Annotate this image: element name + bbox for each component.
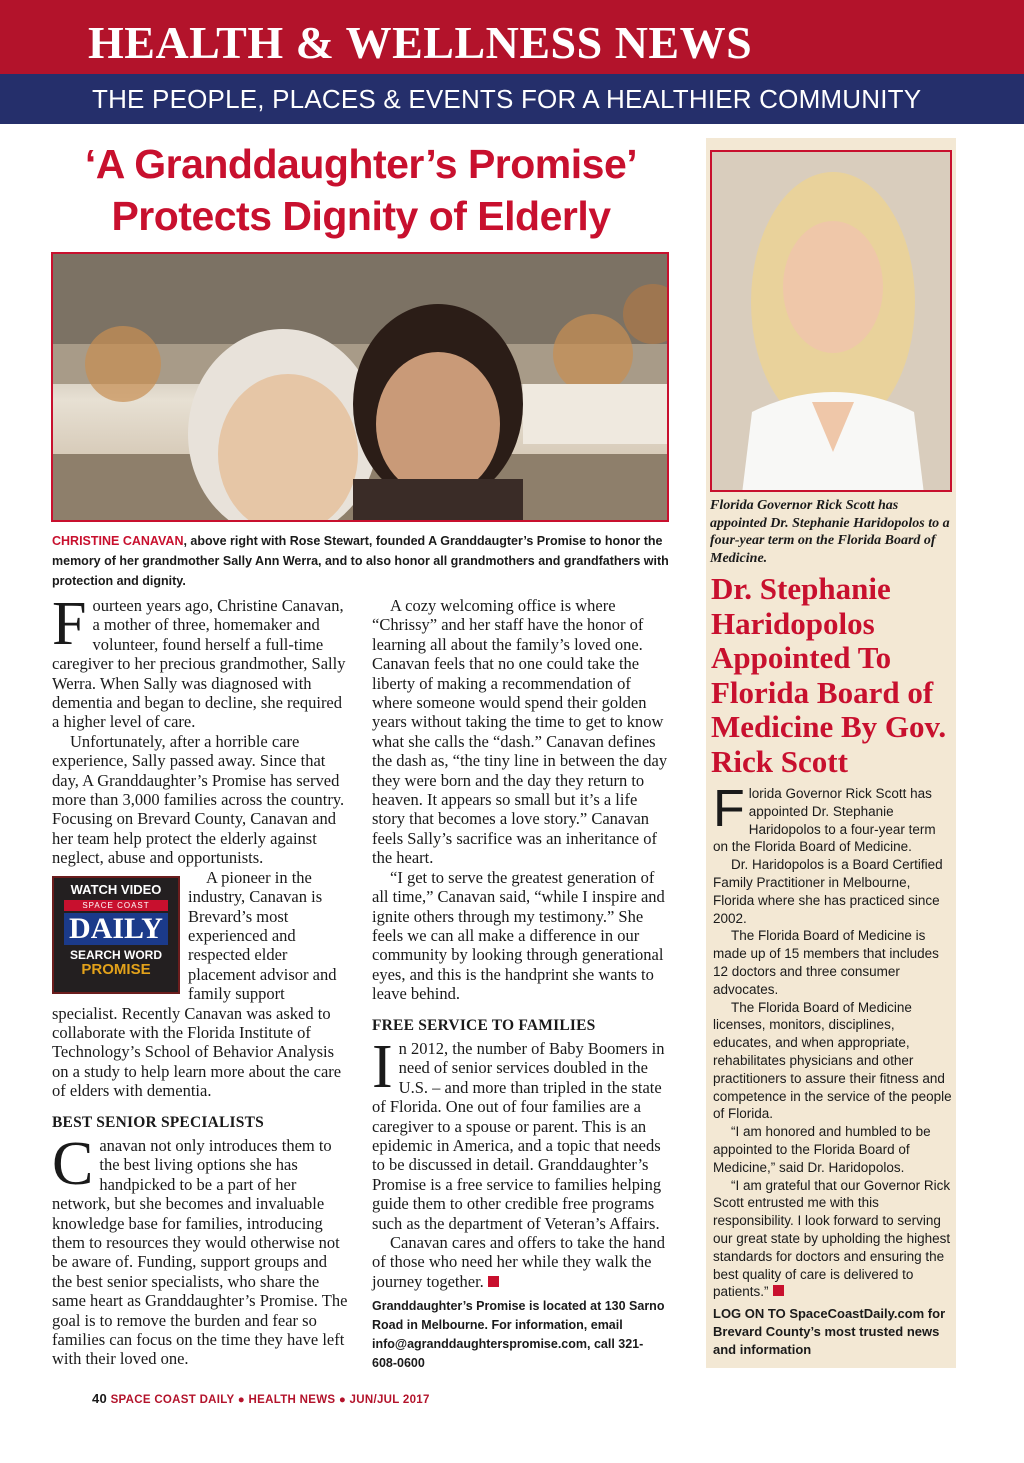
col2-paragraph-3: In 2012, the number of Baby Boomers in need of senior services doubled in the U.S. – and more than tripled in the state of Florida. One out of four families are a caregiver to a spouse or parent. This is an epidemic in America, and a topic that needs to be discussed in detail. Granddaughter’s Promise is a free service to families helping guide them to other credible free programs such as the department of Veteran’s Affairs. — [372, 1032, 665, 1233]
end-mark-icon — [488, 1276, 499, 1287]
headline-line-1: ‘A Granddaughter’s Promise’ — [84, 141, 638, 187]
sidebar — [706, 138, 956, 1368]
portrait-illustration — [712, 152, 952, 492]
col1-paragraph-4: Canavan not only introduces them to the best living options she has handpicked to be a part of her network, but she becomes and invaluable knowledge base for families, introducing them to resources they would otherwise not be aware of. Funding, support groups and the best senior specialists, who share the same heart as Granddaughter’s Promise. The goal is to remove the burden and fear so families can focus on the time they have left with their loved one. — [52, 1129, 348, 1369]
sidebar-paragraph-3: The Florida Board of Medicine is made up of 15 members that includes 12 doctors and three consumer advocates. — [713, 928, 939, 997]
col2-paragraph-2: “I get to serve the greatest generation of all time,” Canavan said, “while I inspire and ignite others through my testimony.” She feels we can all make a difference in our community by looking through generational eyes, and this is the handprint she wants to leave behind. — [372, 867, 665, 1004]
headline-line-2: Protects Dignity of Elderly — [111, 193, 611, 239]
col1-paragraph-2: Unfortunately, after a horrible care experience, Sally passed away. Since that day, A Granddaughter’s Promise has served more than 3,000 families across the country. Focusing on Brevard County, Canavan and her team help protect the elderly against neglect, abuse and opportunists. — [52, 731, 345, 868]
dropcap: F — [713, 780, 745, 838]
photo-illustration — [53, 254, 669, 522]
col1-paragraph-3: A pioneer in the industry, Canavan is Brevard’s most experienced and respected elder placement advisor and family support specialist. Recently Canavan was asked to collaborate with the Florida Institute of Technology’s School of Behavior Analysis on a study to help learn more about the care of elders with dementia. — [52, 867, 342, 1101]
masthead-subtitle: THE PEOPLE, PLACES & EVENTS FOR A HEALTHIER COMMUNITY — [92, 84, 922, 114]
search-word-value: PROMISE — [81, 960, 151, 978]
sidebar-paragraph-5: “I am honored and humbled to be appointed to the Florida Board of Medicine,” said Dr. Haridopolos. — [713, 1124, 931, 1175]
caption-text: , above right with Rose Stewart, founded A Granddaugter’s Promise to honor the memory of her grandmother Sally Ann Werra, and to also honor all grandmothers and grandfathers with protection and dignity. — [52, 534, 669, 588]
end-mark-icon — [773, 1285, 784, 1296]
subhead-best-senior-specialists: BEST SENIOR SPECIALISTS — [52, 1113, 264, 1131]
space-coast-label: SPACE COAST — [64, 900, 168, 911]
sidebar-headline: Dr. Stephanie Haridopolos Appointed To Florida Board of Medicine By Gov. Rick Scott — [711, 571, 947, 779]
sidebar-photo — [710, 150, 952, 492]
sidebar-paragraph-2: Dr. Haridopolos is a Board Certified Family Practitioner in Melbourne, Florida where she has practiced since 2002. — [713, 857, 943, 926]
sidebar-photo-caption: Florida Governor Rick Scott has appointed Dr. Stephanie Haridopolos to a four-year term on the Florida Board of Medicine. — [710, 498, 950, 566]
contact-callout: Granddaughter’s Promise is located at 130 Sarno Road in Melbourne. For information, email info@agranddaughterspromise.com, call 321-608-0600 — [372, 1299, 665, 1371]
sidebar-body — [713, 780, 953, 1359]
masthead-title: HEALTH & WELLNESS NEWS — [88, 17, 753, 68]
search-word-label: SEARCH WORD — [70, 947, 162, 962]
dropcap: F — [52, 590, 87, 658]
sidebar-paragraph-1: Florida Governor Rick Scott has appointed Dr. Stephanie Haridopolos to a four-year term on the Florida Board of Medicine. — [713, 780, 936, 855]
page-number: 40 — [92, 1391, 108, 1406]
article-headline — [50, 138, 672, 242]
sidebar-paragraph-4: The Florida Board of Medicine licenses, monitors, disciplines, educates, and when appropriate, rehabilitates physicians and other practitioners to assure their fitness and competence in the service of the people of Florida. — [713, 999, 952, 1122]
subhead-free-service: FREE SERVICE TO FAMILIES — [372, 1016, 596, 1034]
watch-video-promo[interactable] — [52, 876, 180, 994]
watch-video-label: WATCH VIDEO — [70, 881, 162, 897]
daily-logo: DAILY — [64, 913, 168, 945]
dropcap: C — [52, 1129, 94, 1198]
article-column-1 — [52, 590, 348, 1369]
dropcap: I — [372, 1032, 393, 1101]
sidebar-paragraph-6: “I am grateful that our Governor Rick Scott entrusted me with this responsibility. I look forward to serving our great state by upholding the highest standards for doctors and ensuring the best quality of care is delivered to patients.” — [713, 1177, 951, 1300]
log-on-link[interactable]: LOG ON TO SpaceCoastDaily.com for Brevard County’s most trusted news and information — [713, 1306, 946, 1358]
photo-caption — [52, 531, 672, 591]
article-photo — [51, 252, 669, 522]
col2-paragraph-4: Canavan cares and offers to take the hand of those who need her while they walk the journey together. — [372, 1233, 666, 1291]
col2-paragraph-1: A cozy welcoming office is where “Chrissy” and her staff have the honor of learning all about the family’s loved one. Canavan feels that no one could take the liberty of making a recommendation of where someone would spend their golden years without taking the time to get to know what she calls the “dash.” Canavan defines the dash as, “the tiny line in between the day they were born and the day they return to heaven. It appears so small but it’s a life story that becomes a love story.” Canavan feels Sally’s sacrifice was an inheritance of the heart. — [372, 596, 668, 868]
col1-paragraph-1: Fourteen years ago, Christine Canavan, a mother of three, homemaker and volunteer, found herself a full-time caregiver to her precious grandmother, Sally Werra. When Sally was diagnosed with dementia and began to decline, she required a higher level of care. — [52, 590, 346, 732]
article-column-2 — [372, 596, 668, 1373]
footer-text: SPACE COAST DAILY ● HEALTH NEWS ● JUN/JUL 2017 — [110, 1394, 430, 1406]
page-footer — [92, 1391, 430, 1406]
caption-name: CHRISTINE CANAVAN — [52, 534, 184, 548]
